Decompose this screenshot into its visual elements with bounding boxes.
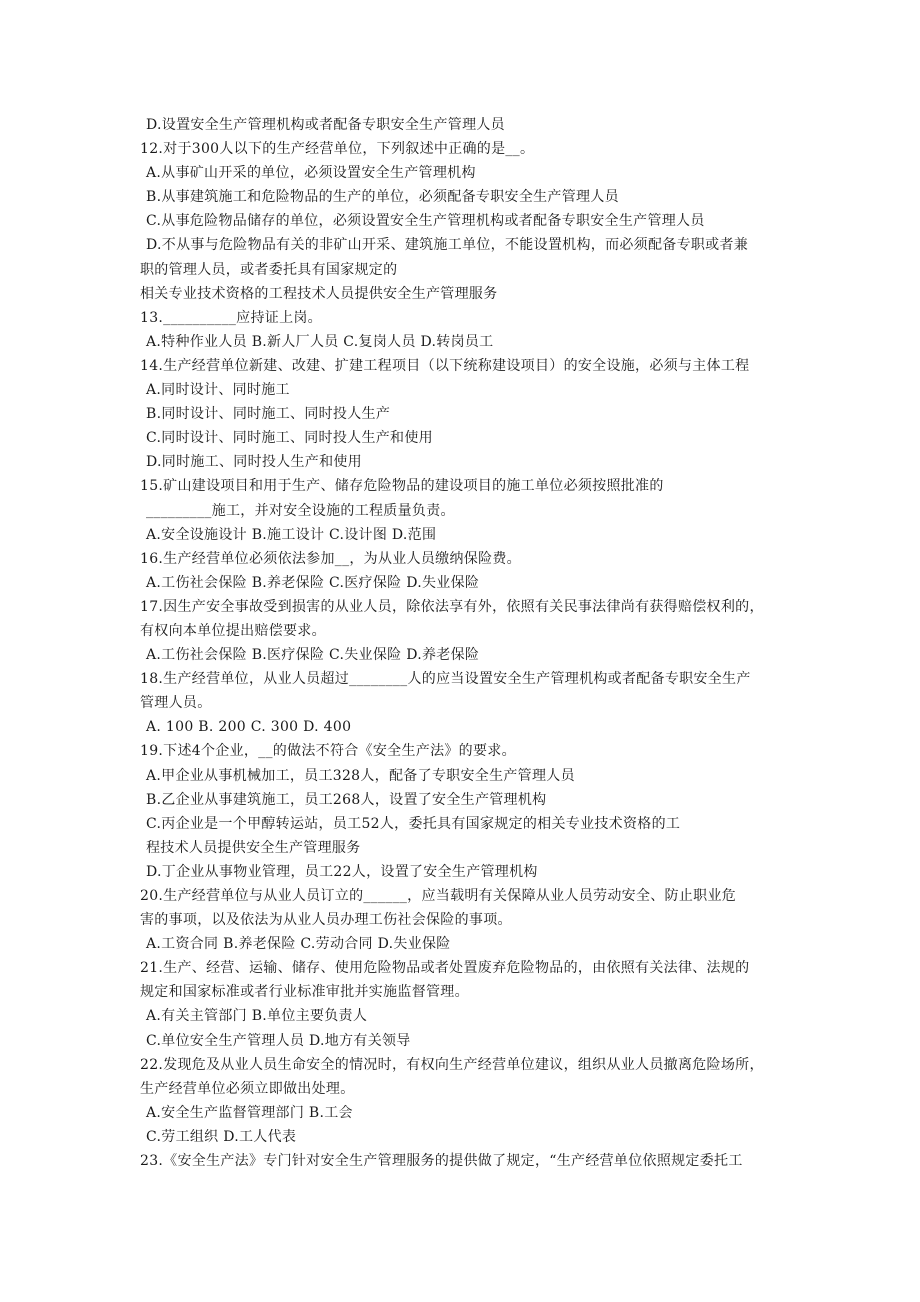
text-line: B.乙企业从事建筑施工，员工268人，设置了安全生产管理机构 — [146, 791, 547, 808]
text-line: D.设置安全生产管理机构或者配备专职安全生产管理人员 — [146, 117, 505, 133]
text-line: A.甲企业从事机械加工，员工328人，配备了专职安全生产管理人员 — [146, 767, 575, 784]
text-line: 22.发现危及从业人员生命安全的情况时，有权向生产经营单位建议，组织从业人员撤离危险场所， — [140, 1056, 764, 1073]
text-line: 23.《安全生产法》专门针对安全生产管理服务的提供做了规定，“生产经营单位依照规定委托工 — [140, 1153, 743, 1170]
text-line: D.丁企业从事物业管理，员工22人，设置了安全生产管理机构 — [146, 863, 538, 880]
text-line: A.安全设施设计 B.施工设计 C.设计图 D.范围 — [146, 526, 437, 543]
text-line: A.工资合同 B.养老保险 C.劳动合同 D.失业保险 — [146, 936, 451, 953]
text-line: 20.生产经营单位与从业人员订立的______，应当载明有关保障从业人员劳动安全、防止职业危 — [140, 888, 737, 904]
text-line: 管理人员。 — [140, 695, 212, 712]
text-line: 生产经营单位必须立即做出处理。 — [140, 1080, 355, 1097]
text-line: 13.__________应持证上岗。 — [140, 309, 322, 326]
text-line: A. 100 B. 200 C. 300 D. 400 — [146, 719, 352, 736]
text-line: D.不从事与危险物品有关的非矿山开采、建筑施工单位，不能设置机构，而必须配备专职或者兼 — [146, 237, 749, 254]
text-line: B.从事建筑施工和危险物品的生产的单位，必须配备专职安全生产管理人员 — [146, 189, 619, 206]
text-line: 害的事项，以及依法为从业人员办理工伤社会保险的事项。 — [140, 912, 512, 929]
text-line: A.工伤社会保险 B.养老保险 C.医疗保险 D.失业保险 — [146, 574, 480, 591]
text-line: 19.下述4个企业，__的做法不符合《安全生产法》的要求。 — [140, 743, 516, 760]
text-line: D.同时施工、同时投人生产和使用 — [146, 454, 362, 471]
text-line: A.从事矿山开采的单位，必须设置安全生产管理机构 — [146, 165, 476, 182]
text-line: C.同时设计、同时施工、同时投人生产和使用 — [146, 430, 433, 447]
text-line: 职的管理人员，或者委托具有国家规定的 — [140, 261, 398, 278]
text-line: 17.因生产安全事故受到损害的从业人员，除依法享有外，依照有关民事法律尚有获得赔偿权利的， — [140, 598, 764, 615]
text-line: 15.矿山建设项目和用于生产、储存危险物品的建设项目的施工单位必须按照批准的 — [140, 478, 664, 495]
text-line: B.同时设计、同时施工、同时投人生产 — [146, 406, 391, 423]
text-line: 规定和国家标准或者行业标准审批并实施监督管理。 — [140, 984, 469, 1001]
text-line: A.有关主管部门 B.单位主要负责人 — [146, 1008, 368, 1025]
text-line: 16.生产经营单位必须依法参加__，为从业人员缴纳保险费。 — [140, 550, 521, 567]
text-line: A.特种作业人员 B.新人厂人员 C.复岗人员 D.转岗员工 — [146, 333, 494, 350]
text-line: 程技术人员提供安全生产管理服务 — [146, 839, 361, 856]
text-line: C.从事危险物品储存的单位，必须设置安全生产管理机构或者配备专职安全生产管理人员 — [146, 213, 705, 230]
text-line: A.工伤社会保险 B.医疗保险 C.失业保险 D.养老保险 — [146, 647, 480, 664]
text-line: 相关专业技术资格的工程技术人员提供安全生产管理服务 — [140, 285, 498, 302]
text-line: A.同时设计、同时施工 — [146, 382, 290, 399]
text-line: C.单位安全生产管理人员 D.地方有关领导 — [146, 1032, 411, 1049]
text-line: 18.生产经营单位，从业人员超过________人的应当设置安全生产管理机构或者配备专职安全生产 — [140, 671, 751, 688]
text-line: 有权向本单位提出赔偿要求。 — [140, 622, 326, 639]
text-line: 12.对于300人以下的生产经营单位，下列叙述中正确的是__。 — [140, 141, 535, 158]
text-line: A.安全生产监督管理部门 B.工会 — [146, 1104, 353, 1121]
text-line: 14.生产经营单位新建、改建、扩建工程项目（以下统称建设项目）的安全设施，必须与主体工程 — [140, 357, 750, 374]
text-line: C.劳工组织 D.工人代表 — [146, 1128, 297, 1145]
text-line: _________施工，并对安全设施的工程质量负责。 — [146, 502, 455, 519]
document-body — [140, 113, 800, 1173]
text-line: 21.生产、经营、运输、储存、使用危险物品或者处置废弃危险物品的，由依照有关法律、法规的 — [140, 960, 750, 977]
text-line: C.丙企业是一个甲醇转运站，员工52人，委托具有国家规定的相关专业技术资格的工 — [146, 815, 681, 832]
